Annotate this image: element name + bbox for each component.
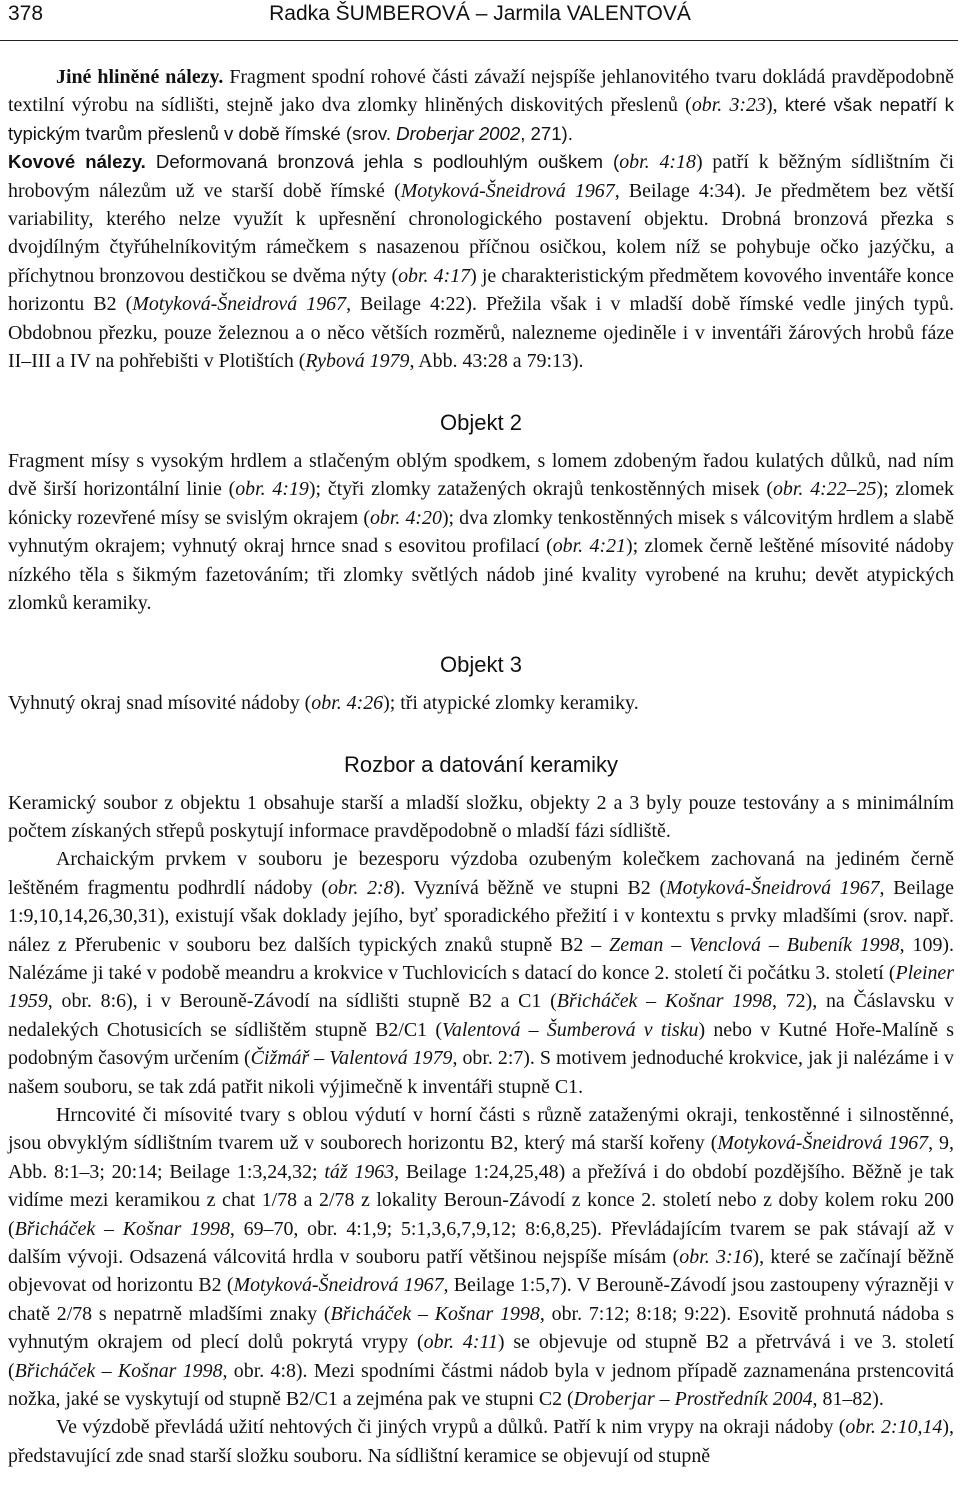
text-run: ); čtyři zlomky zatažených okrajů tenkostěnných misek ( [308,478,773,501]
text-run: , 69–70, obr. 4:1,9; 5:1,3,6,7,9,12; 8:6,8,25). Převládajícím tvarem se pak stávají až v dalším vývoji. Odsazená válcovitá hrdla v souboru patří většinou nejspíše mísám ( [8,1217,954,1269]
paragraph-rozbor-1: Keramický soubor z objektu 1 obsahuje starší a mladší složku, objekty 2 a 3 byly pouze testovány a s minimálním počtem získaných střepů poskytují informace pravděpodobně o mladší fázi sídliště. [8,791,954,842]
text-run: , 271). [520,122,573,144]
text-run: ) patří k běžným sídlištním či hrobovým nálezům už ve starší době římské ( [8,151,954,202]
text-run: Hrncovité či mísovité tvary s oblou výdutí v horní části s různě zataženými okraji, tenkostěnné i silnostěnné, jsou obvyklým sídlištním tvarem už v souborech horizontu B2, který má starší kořeny ( [8,1104,954,1155]
citation-ref: Čižmář – Valentová 1979 [250,1047,453,1070]
citation-ref: Břicháček – Košnar 1998 [14,1217,230,1240]
figure-ref: obr. 2:8 [327,876,394,899]
citation-ref: Břicháček – Košnar 1998 [556,990,772,1013]
section-heading-objekt-2: Objekt 2 [440,410,522,436]
citation-ref: Motyková-Šneidrová 1967 [132,293,347,316]
citation-ref: Motyková-Šneidrová 1967 [400,179,615,202]
text-run: ) se objevuje od stupně B2 a přetrvává i ve 3. století ( [8,1331,955,1382]
text-run: Fragment spodní rohové části závaží nejspíše jehlanovitého tvaru dokládá pravděpodobně textilní výrobu na sídlišti, stejně jako dva zlomky hliněných diskovitých přeslenů ( [8,66,954,117]
page-number: 378 [8,2,44,25]
text-run: Ve výzdobě převládá užití nehtových či jiných vrypů a důlků. Patří k nim vrypy na okraji nádoby ( [56,1416,846,1439]
section-heading-objekt-3: Objekt 3 [440,652,522,678]
text-run: , 109). Nalézáme ji také v podobě meandru a krokvice v Tuchlovicích s datací do konce 2. století či počátku 3. století ( [8,933,954,984]
figure-ref: obr. 4:11 [423,1331,498,1354]
text-run: Archaickým prvkem v souboru je bezesporu výzdoba ozubeným kolečkem zachovaná na jediném černě leštěném fragmentu podhrdlí nádoby ( [8,848,954,899]
citation-ref: táž 1963 [324,1160,395,1183]
article-body [8,63,954,1470]
paragraph-rozbor-2 [8,845,954,1101]
text-run: Deformovaná bronzová jehla s podlouhlým ouškem ( [145,151,620,173]
text-run: ); zlomek černě leštěné mísovité nádoby nízkého těla s šikmým fazetováním; tři zlomky světlých nádob jiné kvality vyrobené na kruhu; devět atypických zlomků keramiky. [8,535,954,614]
paragraph-metal-finds [8,148,954,375]
text-run: ), které se začínají běžně objevovat od horizontu B2 ( [8,1246,954,1297]
figure-ref: obr. 2:10,14 [845,1416,943,1439]
running-header [0,0,960,48]
running-title: Radka ŠUMBEROVÁ – Jarmila VALENTOVÁ [269,2,691,25]
text-run: , Beilage 1:24,25,48) a přežívá i do období pozdějšího. Běžně je tak vidíme mezi keramikou z chat 1/78 a 2/78 z lokality Beroun-Závodí z konce 2. století nebo z doby kolem roku 200 ( [8,1160,955,1240]
figure-ref: obr. 3:23 [691,94,766,117]
citation-ref: Břicháček – Košnar 1998 [330,1302,540,1325]
figure-ref: obr. 3:16 [679,1246,753,1269]
text-run: ), [765,94,785,117]
citation-ref: Břicháček – Košnar 1998 [14,1359,223,1382]
figure-ref: obr. 4:26 [311,691,384,714]
text-run: které však nepatří k typickým tvarům přeslenů v době římské (srov. [8,94,954,144]
citation-ref: Motyková-Šneidrová 1967 [717,1132,929,1155]
section-heading-rozbor: Rozbor a datování keramiky [344,752,618,778]
text-run: Vyhnutý okraj snad mísovité nádoby ( [8,691,312,714]
paragraph-objekt-3 [8,689,954,717]
text-run: ); dva zlomky tenkostěnných misek s válcovitým hrdlem a slabě vyhnutým okrajem; vyhnutý okraj hrnce snad s esovitou profilací ( [8,506,954,558]
paragraph-rozbor-4 [8,1413,954,1470]
citation-ref: Droberjar 2002 [396,122,521,144]
text-run: ); tři atypické zlomky keramiky. [383,691,639,714]
text-run: ), představující zde snad starší složku souboru. Na sídlištní keramice se objevují od stupně [8,1416,954,1467]
paragraph-clay-finds [8,63,954,148]
text-run: , obr. 8:6), i v Berouně-Závodí na sídlišti stupně B2 a C1 ( [47,990,557,1013]
citation-ref: Motyková-Šneidrová 1967 [233,1274,444,1297]
text-run: ) nebo v Kutné Hoře-Malíně s podobným časovým určením ( [8,1018,954,1070]
text-run: , 9, Abb. 8:1–3; 20:14; Beilage 1:3,24,32; [8,1132,954,1183]
figure-ref: obr. 4:19 [235,478,309,501]
text-run: ). Vyznívá běžně ve stupni B2 ( [393,876,667,899]
paragraph-objekt-2 [8,447,954,617]
paragraph-rozbor-3 [8,1101,954,1413]
text-run: Fragment mísy s vysokým hrdlem a stlačeným oblým spodkem, s lomem zdobeným řadou kulatých důlků, nad ním dvě širší horizontální linie ( [8,449,954,501]
figure-ref: obr. 4:20 [369,506,442,529]
citation-ref: Zeman – Venclová – Bubeník 1998 [609,933,900,956]
citation-ref: Motyková-Šneidrová 1967 [666,876,880,899]
text-run: , Beilage 1:9,10,14,26,30,31), existují však doklady jejího, byť sporadického přežití i v kontextu s prvky mladšími (srov. např. nález z Přerubenic v souboru bez dalších typických znaků stupně B2 – [8,876,954,956]
text-run: , Beilage 1:5,7). V Berouně-Závodí jsou zastoupeny výrazněji v chatě 2/78 s nepatrně mladšími znaky ( [8,1274,954,1325]
figure-ref: obr. 4:18 [619,151,696,174]
text-run: , 72), na Čáslavsku v nedalekých Chotusicích se sídlištěm stupně B2/C1 ( [8,990,954,1041]
text-run: , 81–82). [812,1388,884,1411]
text-run: , Beilage 4:22). Přežila však i v mladší době římské vedle jiných typů. Obdobnou přezku, pouze železnou a o něco větších rozměrů, nalezneme ojediněle i v inventáři žárových hrobů fáze II–III a IV na pohřebišti v Plotištích ( [8,293,954,373]
citation-ref: Valentová – Šumberová v tisku [441,1018,699,1041]
run-in-heading: Jiné hliněné nálezy. [56,66,224,88]
text-run: , Abb. 43:28 a 79:13). [409,350,584,373]
citation-ref: Pleiner 1959 [8,961,954,1013]
text-run: , Beilage 4:34). Je předmětem bez větší variability, kterého nelze využít k upřesnění chronologického postavení objektu. Drobná bronzová přezka s dvojdílným čtyřúhelníkovitým rámečkem s nasazenou příčnou osičkou, kolem níž se pohybuje očko jazýčku, a příchytnou bronzovou destičkou se dvěma nýty ( [8,179,954,287]
figure-ref: obr. 4:22–25 [772,478,877,501]
text-run: ); zlomek kónicky rozevřené mísy se svislým okrajem ( [8,478,955,529]
text-run: , obr. 7:12; 8:18; 9:22). Esovitě prohnutá nádoba s vyhnutým okrajem od plecí dolů pokrytá vrypy ( [8,1302,954,1354]
citation-ref: Rybová 1979 [305,350,410,373]
header-rule [0,40,958,41]
figure-ref: obr. 4:17 [398,264,471,287]
figure-ref: obr. 4:21 [552,535,626,558]
citation-ref: Droberjar – Prostředník 2004 [573,1388,813,1411]
text-run: , obr. 4:8). Mezi spodními částmi nádob byla v jednom případě zaznamenána prstencovitá nožka, jaké se vyskytují od stupně B2/C1 a zejména pak ve stupni C2 ( [8,1359,954,1411]
run-in-heading: Kovové nálezy. [8,151,146,173]
text-run: , obr. 2:7). S motivem jednoduché krokvice, jak ji nalézáme i v našem souboru, se tak zdá patřit nikoli výjimečně k inventáři stupně C1. [8,1047,954,1098]
text-run: ) je charakteristickým předmětem kovového inventáře konce horizontu B2 ( [8,264,954,316]
